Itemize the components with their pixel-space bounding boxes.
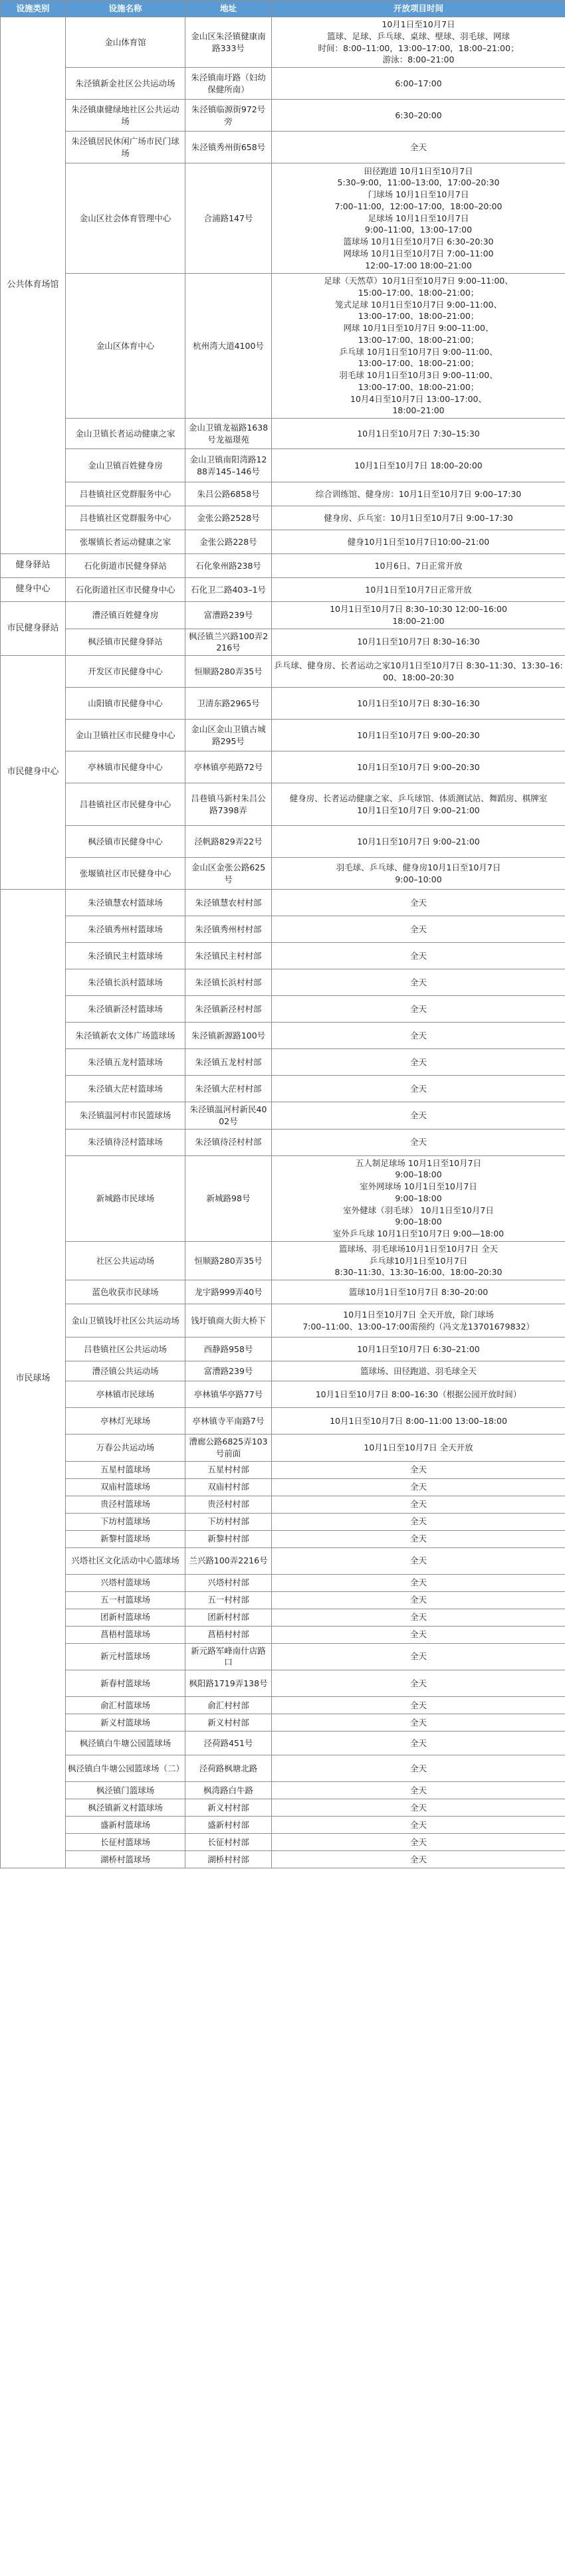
facility-name-cell: 蓝色收获市民球场 — [66, 1280, 185, 1304]
table-row — [1, 1697, 565, 1714]
open-hours-cell: 全天 — [272, 1714, 565, 1732]
open-hours-cell: 全天 — [272, 1670, 565, 1697]
address-cell: 团新村村部 — [185, 1609, 272, 1626]
address-cell: 盛新村村部 — [185, 1817, 272, 1834]
open-hours-cell: 10月1日至10月7日 8:30–10:30 12:00–16:00 18:00–21:00 — [272, 602, 565, 629]
address-cell: 贵泾村村部 — [185, 1496, 272, 1513]
category-cell: 健身中心 — [1, 578, 66, 602]
table-row — [1, 943, 565, 969]
table-row — [1, 969, 565, 996]
table-row — [1, 1049, 565, 1076]
table-row — [1, 1782, 565, 1799]
facility-name-cell: 朱泾镇居民休闲广场市民门球场 — [66, 132, 185, 163]
table-row — [1, 1574, 565, 1591]
open-hours-cell: 全天 — [272, 1513, 565, 1530]
open-hours-cell: 全天 — [272, 1076, 565, 1102]
facility-name-cell: 金山卫镇钱圩社区公共运动场 — [66, 1304, 185, 1338]
address-cell: 兴塔村村部 — [185, 1574, 272, 1591]
open-hours-cell: 田径跑道 10月1日至10月7日 5:30–9:00，11:00–13:00，17:00–20:30 门球场 10月1日至10月7日 7:00–11:00，12:00–17:00，18:00–20:00 足球场 10月1日至10月7日 9:00–11:00，13:00–17:00 篮球场 10月1日至10月7日 6:30–20:30 网球场 10月1日至10月7日 7:00–11:00 12:00–17:00 18:00–21:00 — [272, 163, 565, 274]
facility-name-cell: 张堰镇长者运动健康之家 — [66, 530, 185, 554]
open-hours-cell: 足球（天然草）10月1日至10月7日 9:00–11:00、 15:00–17:00、18:00–21:00； 笼式足球 10月1日至10月7日 9:00–11:00、 13:00–17:00、18:00–21:00； 网球 10月1日至10月7日 9:00–11:00、 13:00–17:00、18:00–21:00； 乒乓球 10月1日至10月7日 9:00–11:00、 13:00–17:00、18:00–21:00； 羽毛球 10月1日至10月3日 9:00–11:00、 13:00–17:00、18:00–21:00； 10月4日至10月7日 13:00–17:00、 18:00–21:00 — [272, 274, 565, 419]
table-row — [1, 1338, 565, 1361]
open-hours-cell: 10月1日至10月7日 18:00–20:00 — [272, 449, 565, 482]
open-hours-cell: 篮球场、羽毛球场10月1日至10月7日 全天 乒乓球10月1日至10月7日 8:30–11:30、13:30–16:00、18:00–20:30 — [272, 1241, 565, 1280]
facility-name-cell: 枫泾镇白牛塘公园篮球场（二） — [66, 1755, 185, 1782]
open-hours-cell: 篮球10月1日至10月7日 8:30–20:00 — [272, 1280, 565, 1304]
table-row — [1, 68, 565, 100]
address-cell: 朱泾镇温河村新民4002号 — [185, 1102, 272, 1130]
facility-name-cell: 万春公共运动场 — [66, 1435, 185, 1462]
address-cell: 漕廊公路6825弄103号前面 — [185, 1435, 272, 1462]
address-cell: 亭林镇亭苑路72号 — [185, 751, 272, 783]
open-hours-cell: 全天 — [272, 1755, 565, 1782]
table-row — [1, 1408, 565, 1435]
open-hours-cell: 篮球场、田径跑道、羽毛球全天 — [272, 1361, 565, 1381]
open-hours-cell: 全天 — [272, 1732, 565, 1755]
open-hours-cell: 全天 — [272, 916, 565, 943]
table-row — [1, 100, 565, 132]
address-cell: 新义村村部 — [185, 1799, 272, 1817]
address-cell: 朱泾镇秀州村村部 — [185, 916, 272, 943]
facility-name-cell: 湖桥村篮球场 — [66, 1851, 185, 1868]
address-cell: 朱泾镇新源路100号 — [185, 1023, 272, 1049]
table-row — [1, 1547, 565, 1574]
table-row — [1, 783, 565, 826]
address-cell: 双庙村村部 — [185, 1478, 272, 1496]
table-row — [1, 751, 565, 783]
table-row — [1, 1714, 565, 1732]
open-hours-cell: 全天 — [272, 1851, 565, 1868]
address-cell: 朱泾镇临源街972号旁 — [185, 100, 272, 132]
address-cell: 新义村村部 — [185, 1714, 272, 1732]
open-hours-cell: 10月1日至10月7日 9:00–20:30 — [272, 751, 565, 783]
address-cell: 枫泾镇兰兴路100弄2216号 — [185, 629, 272, 656]
facility-name-cell: 朱泾镇康健绿地社区公共运动场 — [66, 100, 185, 132]
table-row — [1, 1280, 565, 1304]
open-hours-cell: 全天 — [272, 943, 565, 969]
table-row — [1, 578, 565, 602]
open-hours-cell: 全天 — [272, 1799, 565, 1817]
table-row — [1, 916, 565, 943]
table-row — [1, 163, 565, 274]
facility-name-cell: 兴塔社区文化活动中心篮球场 — [66, 1547, 185, 1574]
address-cell: 恒顺路280弄35号 — [185, 1241, 272, 1280]
address-cell: 富漕路239号 — [185, 1361, 272, 1381]
address-cell: 金山区金张公路625号 — [185, 858, 272, 890]
open-hours-cell: 全天 — [272, 1547, 565, 1574]
open-hours-cell: 全天 — [272, 1129, 565, 1155]
facility-name-cell: 长征村篮球场 — [66, 1834, 185, 1851]
facility-name-cell: 吕巷镇社区公共运动场 — [66, 1338, 185, 1361]
address-cell: 金山卫镇南阳湾路1288弄145–146号 — [185, 449, 272, 482]
facility-name-cell: 吕巷镇社区党群服务中心 — [66, 482, 185, 506]
address-cell: 杭州湾大道4100号 — [185, 274, 272, 419]
address-cell: 新城路98号 — [185, 1155, 272, 1241]
facility-name-cell: 朱泾镇民主村篮球场 — [66, 943, 185, 969]
address-cell: 石化象州路238号 — [185, 554, 272, 578]
table-row — [1, 890, 565, 916]
facility-name-cell: 枫泾镇白牛塘公园篮球场 — [66, 1732, 185, 1755]
address-cell: 合浦路147号 — [185, 163, 272, 274]
table-row — [1, 530, 565, 554]
table-row — [1, 1834, 565, 1851]
facility-name-cell: 新春村篮球场 — [66, 1670, 185, 1697]
facility-name-cell: 吕巷镇社区党群服务中心 — [66, 506, 185, 530]
address-cell: 朱泾镇待泾村村部 — [185, 1129, 272, 1155]
table-row — [1, 1076, 565, 1102]
open-hours-cell: 全天 — [272, 1102, 565, 1130]
facility-name-cell: 枫泾镇门篮球场 — [66, 1782, 185, 1799]
facility-name-cell: 双庙村篮球场 — [66, 1478, 185, 1496]
facility-name-cell: 漕泾镇百姓健身房 — [66, 602, 185, 629]
open-hours-cell: 全天 — [272, 1834, 565, 1851]
facility-name-cell: 亭林镇市民球场 — [66, 1381, 185, 1408]
table-row — [1, 419, 565, 449]
open-hours-cell: 五人制足球场 10月1日至10月7日 9:00–18:00 室外网球场 10月1日至10月7日 9:00–18:00 室外健球（羽毛球） 10月1日至10月7日 9:00–18:00 室外乒乓球 10月1日至10月7日 9:00—18:00 — [272, 1155, 565, 1241]
table-row — [1, 1102, 565, 1130]
open-hours-cell: 10月1日至10月7日 全天开放 — [272, 1435, 565, 1462]
table-row — [1, 1817, 565, 1834]
table-row — [1, 1435, 565, 1462]
facility-name-cell: 兴塔村篮球场 — [66, 1574, 185, 1591]
address-cell: 朱泾镇大茫村村部 — [185, 1076, 272, 1102]
address-cell: 下坊村村部 — [185, 1513, 272, 1530]
address-cell: 吕巷镇马新村朱吕公路7398弄 — [185, 783, 272, 826]
facility-name-cell: 朱泾镇五龙村篮球场 — [66, 1049, 185, 1076]
open-hours-cell: 10月1日至10月7日 7:30–15:30 — [272, 419, 565, 449]
category-cell: 公共体育场馆 — [1, 17, 66, 554]
table-row — [1, 274, 565, 419]
open-hours-cell: 全天 — [272, 1530, 565, 1547]
address-cell: 恒顺路280弄35号 — [185, 656, 272, 688]
table-row — [1, 1626, 565, 1643]
address-cell: 朱泾镇慧农村村部 — [185, 890, 272, 916]
open-hours-cell: 10月1日至10月7日正常开放 — [272, 578, 565, 602]
address-cell: 湖桥村村部 — [185, 1851, 272, 1868]
open-hours-cell: 全天 — [272, 890, 565, 916]
table-row — [1, 1023, 565, 1049]
address-cell: 金山卫镇龙福路1638号龙福璟苑 — [185, 419, 272, 449]
address-cell: 朱泾镇民主村村部 — [185, 943, 272, 969]
facility-name-cell: 枫泾镇市民健身中心 — [66, 826, 185, 858]
facility-name-cell: 朱泾镇大茫村篮球场 — [66, 1076, 185, 1102]
open-hours-cell: 全天 — [272, 969, 565, 996]
table-row — [1, 629, 565, 656]
table-row — [1, 688, 565, 720]
table-row — [1, 1530, 565, 1547]
facility-name-cell: 新黎村篮球场 — [66, 1530, 185, 1547]
facility-name-cell: 金山区体育中心 — [66, 274, 185, 419]
address-cell: 五一村村部 — [185, 1591, 272, 1609]
open-hours-cell: 全天 — [272, 1496, 565, 1513]
address-cell: 新黎村村部 — [185, 1530, 272, 1547]
facility-name-cell: 石化街道社区市民健身中心 — [66, 578, 185, 602]
table-row — [1, 1799, 565, 1817]
address-cell: 卫清东路2965号 — [185, 688, 272, 720]
address-cell: 俞汇村村部 — [185, 1697, 272, 1714]
facility-name-cell: 朱泾镇新金社区公共运动场 — [66, 68, 185, 100]
open-hours-cell: 10月1日至10月7日 8:30–16:30 — [272, 688, 565, 720]
open-hours-cell: 健身房、长者运动健康之家、乒乓球馆、体质测试站、舞蹈房、棋牌室 10月1日至10月7日 9:00–21:00 — [272, 783, 565, 826]
facility-name-cell: 盛新村篮球场 — [66, 1817, 185, 1834]
open-hours-cell: 全天 — [272, 1643, 565, 1670]
address-cell: 泾荷路451号 — [185, 1732, 272, 1755]
address-cell: 五星村村部 — [185, 1461, 272, 1478]
table-row — [1, 1732, 565, 1755]
address-cell: 泾帆路829弄22号 — [185, 826, 272, 858]
table-row — [1, 1496, 565, 1513]
address-cell: 朱泾镇新泾村村部 — [185, 996, 272, 1023]
open-hours-cell: 10月1日至10月7日 9:00–20:30 — [272, 720, 565, 751]
category-cell: 市民健身驿站 — [1, 602, 66, 656]
facility-name-cell: 朱泾镇长浜村篮球场 — [66, 969, 185, 996]
open-hours-cell: 全天 — [272, 1817, 565, 1834]
open-hours-cell: 全天 — [272, 132, 565, 163]
facility-name-cell: 朱泾镇慧农村篮球场 — [66, 890, 185, 916]
facility-name-cell: 朱泾镇新农文体广场篮球场 — [66, 1023, 185, 1049]
table-row — [1, 1478, 565, 1496]
address-cell: 钱圩镇商大街大桥下 — [185, 1304, 272, 1338]
facility-name-cell: 金山卫镇长者运动健康之家 — [66, 419, 185, 449]
open-hours-cell: 全天 — [272, 1023, 565, 1049]
table-row — [1, 506, 565, 530]
facility-name-cell: 朱泾镇温河村市民篮球场 — [66, 1102, 185, 1130]
address-cell: 龙宇路999弄40号 — [185, 1280, 272, 1304]
address-cell: 朱泾镇秀州街658号 — [185, 132, 272, 163]
category-cell: 市民球场 — [1, 890, 66, 1868]
facility-name-cell: 枫泾镇市民健身驿站 — [66, 629, 185, 656]
open-hours-cell: 10月1日至10月7日 8:00–16:30（根据公园开放时间） — [272, 1381, 565, 1408]
open-hours-cell: 10月1日至10月7日 9:00–21:00 — [272, 826, 565, 858]
facility-name-cell: 新城路市民球场 — [66, 1155, 185, 1241]
address-cell: 亭林镇寺平南路7号 — [185, 1408, 272, 1435]
table-row — [1, 482, 565, 506]
open-hours-cell: 6:00–17:00 — [272, 68, 565, 100]
address-cell: 长征村村部 — [185, 1834, 272, 1851]
open-hours-cell: 全天 — [272, 1049, 565, 1076]
address-cell: 朱泾镇长浜村村部 — [185, 969, 272, 996]
address-cell: 菖梧村村部 — [185, 1626, 272, 1643]
address-cell: 朱泾镇南圩路（妇幼保健所南） — [185, 68, 272, 100]
address-cell: 枫阳路1719弄138号 — [185, 1670, 272, 1697]
facility-name-cell: 山阳镇市民健身中心 — [66, 688, 185, 720]
facility-name-cell: 五一村篮球场 — [66, 1591, 185, 1609]
table-row — [1, 1851, 565, 1868]
facility-name-cell: 石化街道市民健身驿站 — [66, 554, 185, 578]
facility-name-cell: 亭林镇市民健身中心 — [66, 751, 185, 783]
table-row — [1, 1241, 565, 1280]
facility-name-cell: 朱泾镇秀州村篮球场 — [66, 916, 185, 943]
open-hours-cell: 综合训练馆、健身房：10月1日至10月7日 9:00–17:30 — [272, 482, 565, 506]
address-cell: 西静路958号 — [185, 1338, 272, 1361]
facility-name-cell: 吕巷镇社区市民健身中心 — [66, 783, 185, 826]
address-cell: 亭林镇华亭路77号 — [185, 1381, 272, 1408]
table-header-row — [1, 1, 565, 17]
table-row — [1, 554, 565, 578]
open-hours-cell: 乒乓球、健身房、长者运动之家10月1日至10月7日 8:30–11:30、13:30–16:00、18:00–20:30 — [272, 656, 565, 688]
address-cell: 兰兴路100弄2216号 — [185, 1547, 272, 1574]
table-row — [1, 720, 565, 751]
table-body — [1, 17, 565, 1868]
facility-name-cell: 漕泾镇公共运动场 — [66, 1361, 185, 1381]
address-cell: 富漕路239号 — [185, 602, 272, 629]
open-hours-cell: 6:30–20:00 — [272, 100, 565, 132]
address-cell: 泾荷路枫塘北路 — [185, 1755, 272, 1782]
address-cell: 石化卫二路403–1号 — [185, 578, 272, 602]
category-cell: 健身驿站 — [1, 554, 66, 578]
facility-name-cell: 朱泾镇待泾村篮球场 — [66, 1129, 185, 1155]
header-open-hours: 开放项目时间 — [272, 1, 565, 17]
address-cell: 枫湾路白牛路 — [185, 1782, 272, 1799]
table-row — [1, 1513, 565, 1530]
facility-name-cell: 开发区市民健身中心 — [66, 656, 185, 688]
facility-name-cell: 金山卫镇百姓健身房 — [66, 449, 185, 482]
open-hours-cell: 全天 — [272, 1478, 565, 1496]
open-hours-cell: 全天 — [272, 1626, 565, 1643]
open-hours-cell: 10月1日至10月7日 8:30–16:30 — [272, 629, 565, 656]
open-hours-cell: 全天 — [272, 1609, 565, 1626]
open-hours-cell: 10月1日至10月7日 8:00–11:00 13:00–18:00 — [272, 1408, 565, 1435]
facility-name-cell: 贵泾村篮球场 — [66, 1496, 185, 1513]
facility-name-cell: 菖梧村篮球场 — [66, 1626, 185, 1643]
table-row — [1, 1755, 565, 1782]
open-hours-cell: 全天 — [272, 1782, 565, 1799]
facility-name-cell: 金山区社会体育管理中心 — [66, 163, 185, 274]
table-row — [1, 858, 565, 890]
table-row — [1, 1155, 565, 1241]
open-hours-cell: 全天 — [272, 1461, 565, 1478]
address-cell: 朱泾镇五龙村村部 — [185, 1049, 272, 1076]
open-hours-cell: 全天 — [272, 996, 565, 1023]
open-hours-cell: 10月1日至10月7日 6:30–21:00 — [272, 1338, 565, 1361]
table-row — [1, 1670, 565, 1697]
table-row — [1, 1609, 565, 1626]
address-cell: 金张公路2528号 — [185, 506, 272, 530]
open-hours-cell: 10月1日至10月7日 全天开放，除门球场 7:00–11:00、13:00–17:00需预约（冯文龙13701679832） — [272, 1304, 565, 1338]
category-cell: 市民健身中心 — [1, 656, 66, 890]
header-category: 设施类别 — [1, 1, 66, 17]
open-hours-cell: 全天 — [272, 1591, 565, 1609]
table-row — [1, 1361, 565, 1381]
open-hours-cell: 全天 — [272, 1697, 565, 1714]
facility-name-cell: 金山卫镇社区市民健身中心 — [66, 720, 185, 751]
open-hours-cell: 10月1日至10月7日 篮球、足球、乒乓球、桌球、壁球、羽毛球、网球 时间：8:00–11:00，13:00–17:00，18:00–21:00； 游泳：8:00–21:00 — [272, 17, 565, 68]
table-row — [1, 656, 565, 688]
open-hours-cell: 羽毛球、乒乓球、健身房10月1日至10月7日 9:00–10:00 — [272, 858, 565, 890]
address-cell: 金山区朱泾镇健康南路333号 — [185, 17, 272, 68]
address-cell: 新元路军峰南什店路口 — [185, 1643, 272, 1670]
table-row — [1, 602, 565, 629]
facility-name-cell: 金山体育馆 — [66, 17, 185, 68]
facility-name-cell: 张堰镇社区市民健身中心 — [66, 858, 185, 890]
open-hours-cell: 健身房、乒乓室：10月1日至10月7日 9:00–17:30 — [272, 506, 565, 530]
facility-name-cell: 社区公共运动场 — [66, 1241, 185, 1280]
table-row — [1, 1461, 565, 1478]
open-hours-cell: 10月6日、7日正常开放 — [272, 554, 565, 578]
table-row — [1, 1381, 565, 1408]
facility-name-cell: 团新村篮球场 — [66, 1609, 185, 1626]
open-hours-cell: 全天 — [272, 1574, 565, 1591]
facility-name-cell: 朱泾镇新泾村篮球场 — [66, 996, 185, 1023]
table-row — [1, 1643, 565, 1670]
facility-name-cell: 亭林灯光球场 — [66, 1408, 185, 1435]
facility-name-cell: 五星村篮球场 — [66, 1461, 185, 1478]
address-cell: 金张公路228号 — [185, 530, 272, 554]
table-row — [1, 449, 565, 482]
facility-name-cell: 新元村篮球场 — [66, 1643, 185, 1670]
table-row — [1, 1304, 565, 1338]
address-cell: 朱吕公路6858号 — [185, 482, 272, 506]
facility-name-cell: 下坊村篮球场 — [66, 1513, 185, 1530]
open-hours-cell: 健身10月1日至10月7日10:00–21:00 — [272, 530, 565, 554]
facility-name-cell: 新义村篮球场 — [66, 1714, 185, 1732]
table-row — [1, 1591, 565, 1609]
table-row — [1, 826, 565, 858]
header-address: 地址 — [185, 1, 272, 17]
address-cell: 金山区金山卫镇古城路295号 — [185, 720, 272, 751]
facility-name-cell: 枫泾镇新义村篮球场 — [66, 1799, 185, 1817]
table-row — [1, 1129, 565, 1155]
table-row — [1, 996, 565, 1023]
header-facility-name: 设施名称 — [66, 1, 185, 17]
table-row — [1, 132, 565, 163]
facility-name-cell: 俞汇村篮球场 — [66, 1697, 185, 1714]
table-row — [1, 17, 565, 68]
